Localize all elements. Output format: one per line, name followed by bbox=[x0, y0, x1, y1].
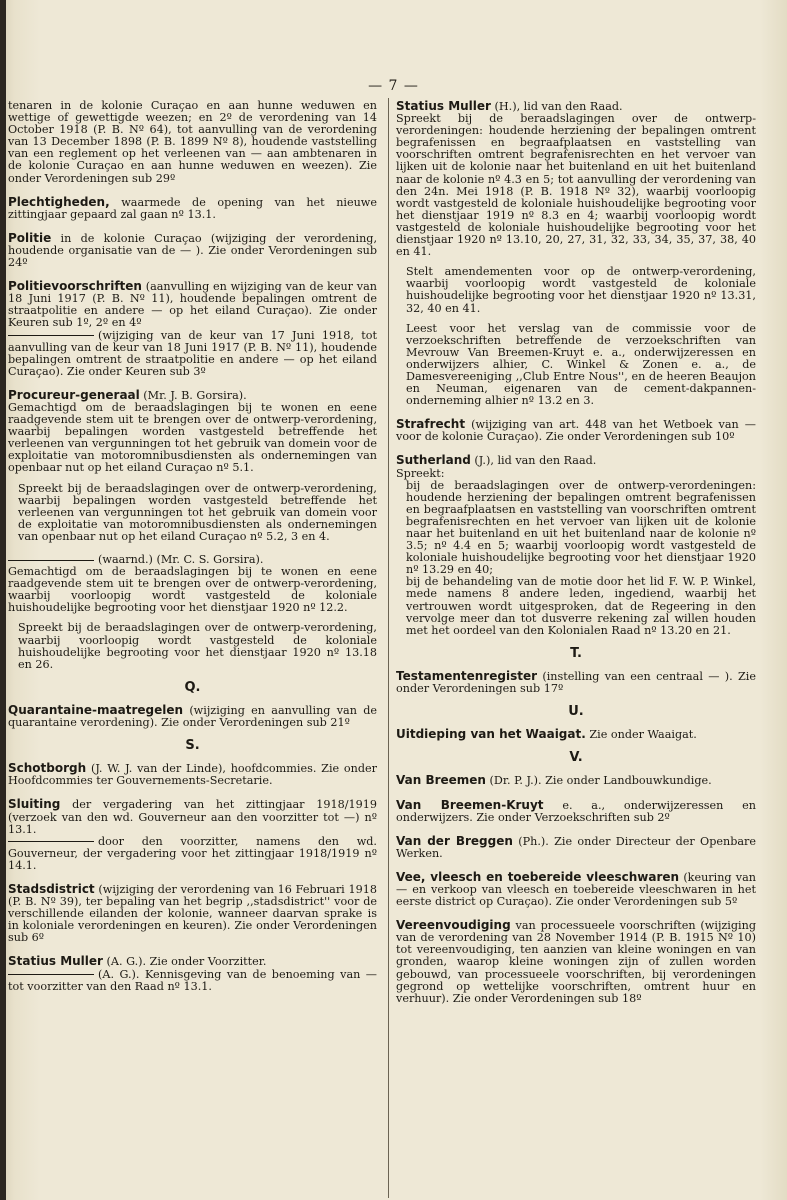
entry-headword: Sutherland bbox=[396, 453, 471, 468]
entry-headword: Quarantaine-maatregelen bbox=[8, 702, 184, 717]
entry-van-der-breggen bbox=[396, 835, 756, 860]
entry-headword: Van Breemen bbox=[396, 773, 486, 788]
entry-plechtigheden bbox=[8, 196, 377, 221]
entry-headword: Statius Muller bbox=[396, 99, 491, 113]
entry-text: (wijziging en aanvulling van de quarantaine verordening). Zie onder Verordeningen sub 21º bbox=[8, 703, 377, 730]
entry-paragraph: bij de beraadslagingen over de ontwerp-verordeningen: houdende herziening der bepalingen omtrent begrafenissen en begraafplaatsen en vaststelling van voorschriften omtrent begrafenisrechten en het vervoer van lijken uit de kolonie naar het buitenland en uit het buitenland naar de kolonie nº 3.5; nº 4.4 en 5; waarbij voorloopig wordt vastgesteld de koloniale huishoudelijke begrooting voor het dienstjaar 1920 nº 13.29 en 40; bbox=[406, 478, 756, 577]
entry-headword: Vereenvoudiging bbox=[396, 918, 511, 933]
entry-sutherland bbox=[396, 454, 756, 636]
entry-text: (aanvulling en wijziging van de keur van 18 Juni 1917 (P. B. Nº 11), houdende bepalingen omtrent de straatpolitie en andere — op het eiland Curaçao). Zie onder Keuren sub 1º, 2º en 4º bbox=[8, 280, 377, 330]
entry-headword: Schotborgh bbox=[8, 761, 87, 776]
entry-sluiting bbox=[8, 798, 377, 872]
section-letter-u: U. bbox=[568, 704, 584, 720]
entry-headword: Politie bbox=[8, 230, 52, 245]
entry-headword: Strafrecht bbox=[396, 417, 466, 432]
entry-headword: Testamentenregister bbox=[396, 668, 538, 683]
entry-politievoorschriften bbox=[8, 280, 377, 378]
entry-headword: Stadsdistrict bbox=[8, 881, 95, 896]
left-column bbox=[8, 100, 377, 1004]
repeat-dash bbox=[8, 974, 94, 975]
entry-text: (J.), lid van den Raad. bbox=[470, 454, 597, 468]
page-number: — 7 — bbox=[368, 78, 419, 94]
entry-statius-muller-h bbox=[396, 100, 756, 407]
section-letter-v: V. bbox=[569, 750, 583, 766]
entry-vee-vleesch bbox=[396, 871, 756, 908]
entry-text: (wijziging van art. 448 van het Wetboek van — voor de kolonie Curaçao). Zie onder Verordeningen sub 10º bbox=[396, 418, 756, 444]
entry-subtext: (wijziging van de keur van 17 Juni 1918, tot aanvulling van de keur van 18 Juni 1917 (P. B. Nº 11), houdende bepalingen omtrent de straatpolitie en andere — op het eiland Curaçao). Zie onder Keuren sub 3º bbox=[8, 328, 377, 378]
entry-text: tenaren in de kolonie Curaçao en aan hunne weduwen en wettige of gewettigde weezen; en 2º de verordening van 14 October 1918 (P. B. Nº 64), tot aanvulling van de verordening van 13 December 1898 (P. B. 1899 Nº 8), houdende vaststelling van een reglement op het verleenen van — aan ambtenaren in de kolonie Curaçao en aan hunne weduwen en weezen). Zie onder Verordeningen sub 29º bbox=[8, 99, 377, 185]
entry-continuation bbox=[8, 100, 377, 185]
entry-subtext: (A. G.). Kennisgeving van de benoeming van — tot voorzitter van den Raad nº 13.1. bbox=[8, 967, 377, 993]
entry-procureur-generaal bbox=[8, 389, 377, 543]
entry-headword: Van Breemen-Kruyt bbox=[396, 797, 544, 812]
entry-van-breemen bbox=[396, 774, 756, 787]
entry-text: (H.), lid van den Raad. bbox=[490, 100, 623, 113]
column-divider bbox=[388, 98, 389, 1198]
section-letter-q: Q. bbox=[184, 679, 201, 695]
entry-paragraph: Leest voor het verslag van de commissie voor de verzoekschriften betreffende de verzoekschriften van Mevrouw Van Breemen-Kruyt e. a., onderwijzeressen en onderwijzers alhier, C. Winkel & Zonen e. a., de Damesvereeniging ,,Club Entre Nous'', en de heeren Beaujon en Neuman, eigenaren van de cement-dakpannen-onderneming alhier nº 13.2 en 3. bbox=[406, 321, 756, 408]
entry-subtext: door den voorzitter, namens den wd. Gouverneur, der vergadering voor het zittingjaar 1918/1919 nº 14.1. bbox=[8, 834, 377, 872]
entry-text: in de kolonie Curaçao (wijziging der verordening, houdende organisatie van de — ). Zie onder Verordeningen sub 24º bbox=[8, 231, 377, 270]
repeat-dash bbox=[8, 560, 94, 561]
entry-paragraph: Spreekt bij de beraadslagingen over de ontwerp-verordening, waarbij voorloopig wordt vastgesteld de koloniale huishoudelijke begrooting voor het dienstjaar 1920 nº 13.18 en 26. bbox=[18, 621, 377, 671]
entry-paragraph: Gemachtigd om de beraadslagingen bij te wonen en eene raadgevende stem uit te brengen over de ontwerp-verordening, waarbij voorloopig wordt vastgesteld de koloniale huishoudelijke begrooting voor het dienstjaar 1920 nº 12.2. bbox=[8, 565, 377, 615]
entry-text: der vergadering van het zittingjaar 1918/1919 (verzoek van den wd. Gouverneur aan den voorzitter tot —) nº 13.1. bbox=[8, 798, 377, 836]
entry-headword: Procureur-generaal bbox=[8, 387, 140, 402]
entry-paragraph: Spreekt bij de beraadslagingen over de ontwerp-verordening, waarbij bepalingen worden vastgesteld betreffende het verleenen van vergunningen tot het gebruik van domein voor de exploitatie van motoromnibusdiensten als ondernemingen van openbaar nut op het eiland Curaçao nº 5.2, 3 en 4. bbox=[18, 481, 377, 543]
entry-headword: Vee, vleesch en toebereide vleeschwaren bbox=[396, 869, 680, 884]
entry-text: (keuring van — en verkoop van vleesch en toebereide vleeschwaren in het eerste district op Curaçao). Zie onder Verordeningen sub 5º bbox=[396, 870, 756, 909]
entry-text: (Mr. J. B. Gorsira). bbox=[139, 388, 247, 402]
entry-headword: Plechtigheden, bbox=[8, 194, 110, 209]
entry-headword: Van der Breggen bbox=[396, 833, 513, 848]
page-binding-edge bbox=[0, 0, 6, 1200]
entry-text: (wijziging der verordening van 16 Februari 1918 (P. B. Nº 39), ter bepaling van het begrip ,,stadsdistrict'' voor de verschillende eilanden der kolonie, wanneer daarvan sprake is in koloniale verordeningen en keuren). Zie onder Verordeningen sub 6º bbox=[8, 882, 377, 945]
entry-vereenvoudiging bbox=[396, 919, 756, 1005]
entry-headword: Uitdieping van het Waaigat. bbox=[396, 727, 586, 742]
entry-paragraph: Stelt amendementen voor op de ontwerp-verordening, waarbij voorloopig wordt vastgesteld de koloniale huishoudelijke begrooting voor het dienstjaar 1920 nº 13.31, 32, 40 en 41. bbox=[406, 265, 756, 315]
section-letter-s: S. bbox=[185, 738, 200, 754]
entry-paragraph: Spreekt bij de beraadslagingen over de ontwerp-verordeningen: houdende herziening der bepalingen omtrent begrafenissen en begraafplaatsen en vaststelling van voorschriften omtrent begrafenisrechten en het vervoer van lijken uit de kolonie naar het buitenland en uit het buitenland naar de kolonie nº 4.3 en 5; tot aanvulling der verordening van den 24n. Mei 1918 (P. B. 1918 Nº 32), waarbij voorloopig wordt vastgesteld de koloniale huishoudelijke begrooting voor het dienstjaar 1919 nº 8.3 en 4; waarbij voorloopig wordt vastgesteld de koloniale huishoudelijke begrooting voor het dienstjaar 1920 nº 13.10, 20, 27, 31, 32, 33, 34, 35, 37, 38, 40 en 41. bbox=[396, 112, 756, 259]
entry-politie bbox=[8, 232, 377, 269]
entry-paragraph: bij de behandeling van de motie door het lid F. W. P. Winkel, mede namens 8 andere leden, ingediend, waarbij het vertrouwen wordt uitgesproken, dat de Regeering in den vervolge meer dan tot dusverre rekening zal willen houden met het oordeel van den Kolonialen Raad nº 13.20 en 21. bbox=[406, 575, 756, 637]
entry-stadsdistrict bbox=[8, 883, 377, 944]
repeat-dash bbox=[8, 841, 94, 842]
entry-text: e. a., onderwijzeressen en onderwijzers. Zie onder Verzoekschriften sub 2º bbox=[396, 798, 757, 824]
entry-text: Zie onder Waaigat. bbox=[585, 728, 697, 742]
entry-text: (J. W. J. van der Linde), hoofdcommies. Zie onder Hoofdcommies ter Gouvernements-Secretarie. bbox=[8, 762, 377, 788]
entry-headword: Politievoorschriften bbox=[8, 279, 142, 294]
section-letter-t: T. bbox=[570, 645, 582, 661]
entry-headword: Sluiting bbox=[8, 797, 61, 812]
entry-text: waarmede de opening van het nieuwe zittingjaar gepaard zal gaan nº 13.1. bbox=[8, 195, 377, 221]
entry-van-breemen-kruyt bbox=[396, 799, 756, 824]
right-column bbox=[396, 100, 756, 1016]
entry-strafrecht bbox=[396, 418, 756, 443]
entry-text: van processueele voorschriften (wijziging van de verordening van 28 November 1914 (P. B. 1915 Nº 10) tot vereenvoudiging, ten aanzien van kleine woningen en van gronden, waarop kleine woningen zijn of zullen worden gebouwd, van processueele voorschriften, bij verordeningen gegrond op wettelijke voorschriften, omtrent huur en verhuur). Zie onder Verordeningen sub 18º bbox=[396, 919, 756, 1005]
entry-headword: Statius Muller bbox=[8, 954, 103, 969]
entry-paragraph: Spreekt: bbox=[396, 466, 445, 480]
entry-text: (instelling van een centraal — ). Zie onder Verordeningen sub 17º bbox=[396, 669, 756, 696]
entry-procureur-generaal-waarnd bbox=[8, 554, 377, 671]
entry-text: (Ph.). Zie onder Directeur der Openbare Werken. bbox=[396, 834, 757, 860]
entry-subtext: (waarnd.) (Mr. C. S. Gorsira). bbox=[98, 553, 264, 566]
entry-uitdieping bbox=[396, 728, 756, 741]
entry-quarantaine bbox=[8, 704, 377, 729]
entry-text: (Dr. P. J.). Zie onder Landbouwkundige. bbox=[485, 774, 712, 788]
entry-statius-muller-ag bbox=[8, 955, 377, 992]
entry-text: (A. G.). Zie onder Voorzitter. bbox=[102, 955, 267, 969]
entry-schotborgh bbox=[8, 762, 377, 787]
repeat-dash bbox=[8, 335, 94, 336]
entry-paragraph: Gemachtigd om de beraadslagingen bij te wonen en eene raadgevende stem uit te brengen over de ontwerp-verordening, waarbij bepalingen worden vastgesteld betreffende het verleenen van vergunningen tot het gebruik van domein voor de exploitatie van motoromnibusdiensten als ondernemingen van openbaar nut op het eiland Curaçao nº 5.1. bbox=[8, 400, 377, 475]
entry-testamentenregister bbox=[396, 670, 756, 695]
